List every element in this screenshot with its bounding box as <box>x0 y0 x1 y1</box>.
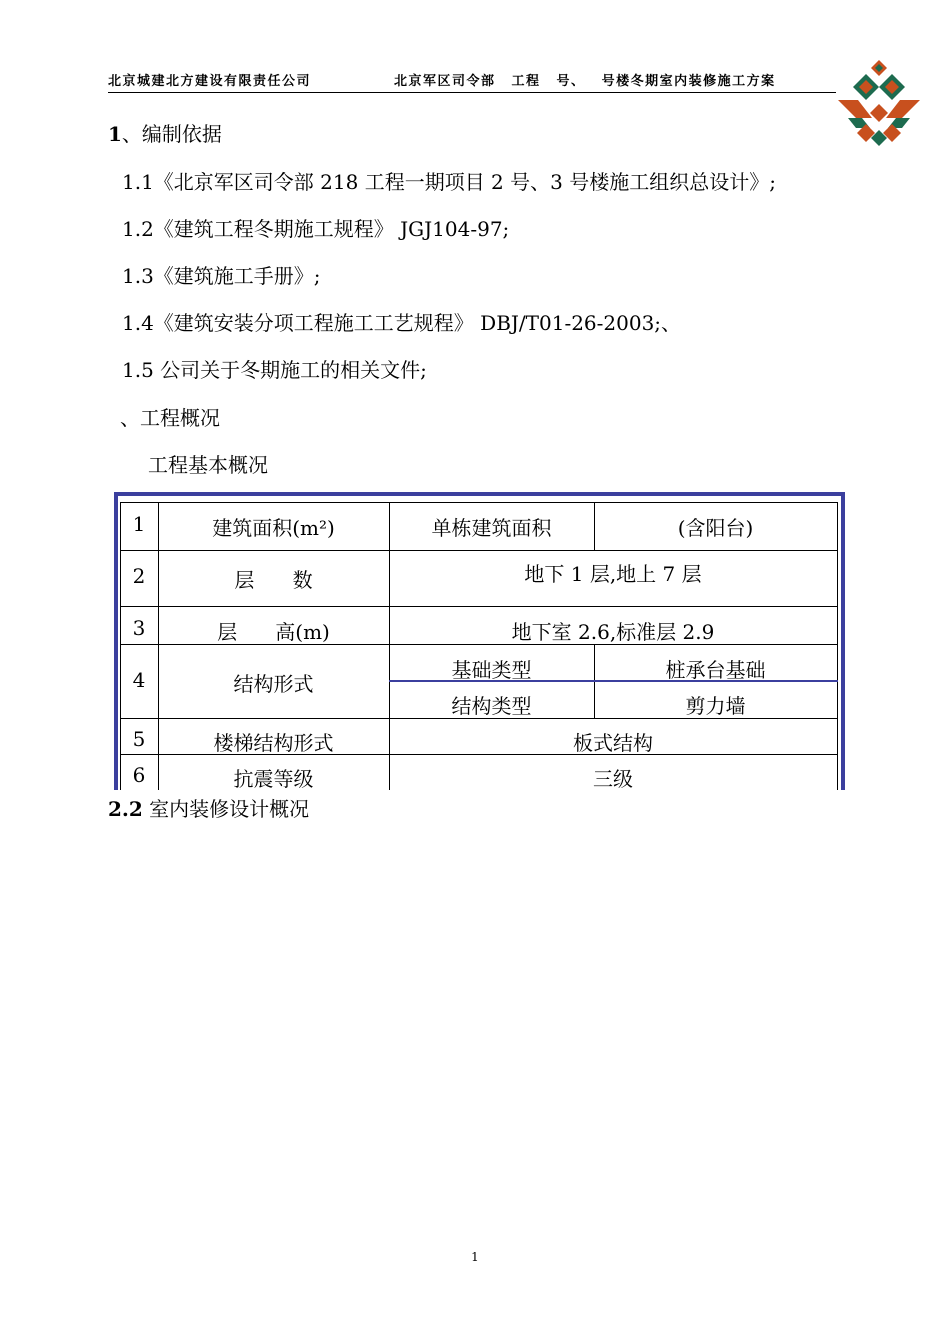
row-label: 建筑面积(m²) <box>212 516 335 540</box>
overview-table <box>114 492 845 790</box>
row-label: 层 高(m) <box>217 620 330 644</box>
sub-label: 结构类型 <box>451 694 532 718</box>
row-value: 板式结构 <box>573 731 653 755</box>
row-label: 楼梯结构形式 <box>213 731 334 755</box>
row-number: 6 <box>132 763 146 787</box>
row-label: 层 数 <box>234 568 313 592</box>
basis-item: 1.5 公司关于冬期施工的相关文件; <box>122 358 427 382</box>
page-number: 1 <box>471 1250 479 1264</box>
row-number: 1 <box>132 512 146 536</box>
row-number: 5 <box>132 727 146 751</box>
row-sublabel: 单栋建筑面积 <box>431 516 552 540</box>
header-project: 北京军区司令部 工程 号、 号楼冬期室内装修施工方案 <box>394 74 776 89</box>
basis-item: 1.3《建筑施工手册》; <box>122 264 321 288</box>
section-1-title: 、编制依据 <box>121 122 222 146</box>
row-value: 地下室 2.6,标准层 2.9 <box>511 620 715 644</box>
row-number: 3 <box>132 616 146 640</box>
row-number: 4 <box>132 668 146 692</box>
basis-item: 1.1《北京军区司令部 218 工程一期项目 2 号、3 号楼施工组织总设计》; <box>122 170 776 194</box>
header-company: 北京城建北方建设有限责任公司 <box>108 74 312 89</box>
section-2-heading: 、工程概况 <box>120 406 220 430</box>
row-label: 抗震等级 <box>233 767 314 791</box>
basis-item: 1.4《建筑安装分项工程施工工艺规程》 DBJ/T01-26-2003;、 <box>122 311 682 335</box>
section-1-number: 1 <box>108 122 122 146</box>
row-value: 三级 <box>593 767 633 791</box>
section-1-heading <box>108 122 222 146</box>
sub-value: 桩承台基础 <box>665 658 766 682</box>
row-value: (含阳台) <box>677 516 754 540</box>
sub-label: 基础类型 <box>451 658 532 682</box>
row-number: 2 <box>132 564 146 588</box>
section-2-2-number: 2.2 <box>108 797 143 821</box>
basis-item: 1.2《建筑工程冬期施工规程》 JGJ104-97; <box>122 217 510 241</box>
table-caption: 工程基本概况 <box>148 453 268 477</box>
sub-value: 剪力墙 <box>685 694 746 718</box>
section-2-2-heading <box>108 797 309 821</box>
section-2-2-title: 室内装修设计概况 <box>142 797 310 821</box>
page-header <box>108 66 836 93</box>
row-value: 地下 1 层,地上 7 层 <box>524 562 702 586</box>
row-label: 结构形式 <box>233 672 314 696</box>
company-logo-icon <box>836 58 922 148</box>
